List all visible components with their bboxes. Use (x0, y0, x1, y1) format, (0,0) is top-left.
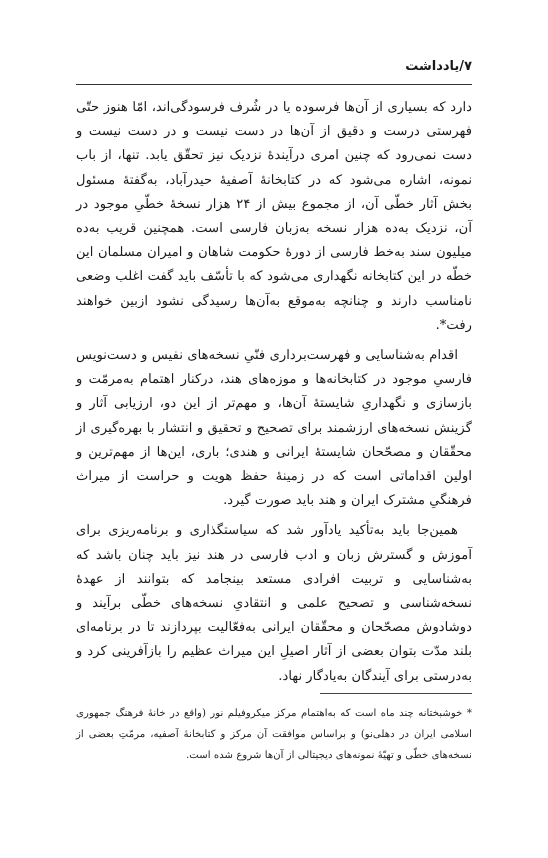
paragraph: همین‌جا باید به‌تأکید یادآور شد که سیاستگذاری و برنامه‌ریزی برای آموزش و گسترش زبان و ادب فارسی در هند نیز باید چنان باشد که به‌شناسایی و تربیت افرادی مستعد بینجامد که بتوانند از عهدهٔ نسخه‌شناسی و تصحیح علمی و انتقادیِ نسخه‌های خطّی برآیند و دوشادوش مصحّحان و محقّقان ایرانی به‌فعّالیت بپردازند تا در برنامه‌ای بلند مدّت بتوان بعضی از آثار اصیلِ این میراث عظیم را بازآفرینی کرد و به‌درستی برای آیندگان به‌یادگار نهاد. (76, 523, 472, 684)
paragraph: اقدام به‌شناسایی و فهرست‌برداری فنّیِ نسخه‌های نفیس و دست‌نویس فارسیِ موجود در کتابخانه‌ها و موزه‌های هند، درکنار اهتمام به‌مرمّت و بازسازی و نگهداریِ شایستهٔ آن‌ها، و مهم‌تر از این دو، ارزیابی آثار و گزینش نسخه‌های ارزشمند برای تصحیح و تحقیق و انتشار با بهره‌گیری از محقّقان و مصحّحان شایستهٔ ایرانی و هندی؛ باری، این‌ها از مهم‌ترین و اولین اقداماتی است که در زمینهٔ حفظ هویت و حراست از میراث فرهنگیِ مشترک ایران و هند باید صورت گیرد. (76, 348, 472, 509)
footnote-divider (320, 693, 472, 694)
main-text (76, 96, 472, 695)
footnote: * خوشبختانه چند ماه است که به‌اهتمام مرکز میکروفیلم نور (واقع در خانهٔ فرهنگ جمهوری اسلامی ایران در دهلی‌نو) و براساس موافقت آن مرکز و کتابخانهٔ آصفیه، مرمّتِ بعضی از نسخه‌های خطّی و تهیّهٔ نمونه‌های دیجیتالی از آن‌ها شروع شده است. (76, 708, 472, 761)
running-header: ۷/یادداشت (405, 59, 472, 74)
header-divider (76, 84, 472, 85)
paragraph: دارد که بسیاری از آن‌ها فرسوده یا در شُرف فرسودگی‌اند، امّا هنوز حتّی فهرستی درست و دقیق از آن‌ها در دست نیست و در دست نیست و دست‌ نمی‌رود که چنین امری درآیندهٔ نزدیک نیز تحقّق یابد. تنها، از باب نمونه، اشاره می‌شود که در کتابخانهٔ آصفیهٔ حیدرآباد، به‌گفتهٔ مسئول بخش آثار خطّی آن، از مجموع بیش از ۲۴ هزار نسخهٔ خطّیِ موجود در آن، نزدیک به‌ده هزار نسخه به‌زبان فارسی است. همچنین قریب به‌ده میلیون سند به‌خط فارسی از دورهٔ حکومت شاهان و امیران مسلمان این خطّه در این کتابخانه نگهداری می‌شود که با تأسّف باید گفت اغلب وضعی نامناسب دارند و چنانچه به‌موقع به‌آن‌ها رسیدگی نشود ازبین خواهند رفت*. (76, 100, 472, 333)
